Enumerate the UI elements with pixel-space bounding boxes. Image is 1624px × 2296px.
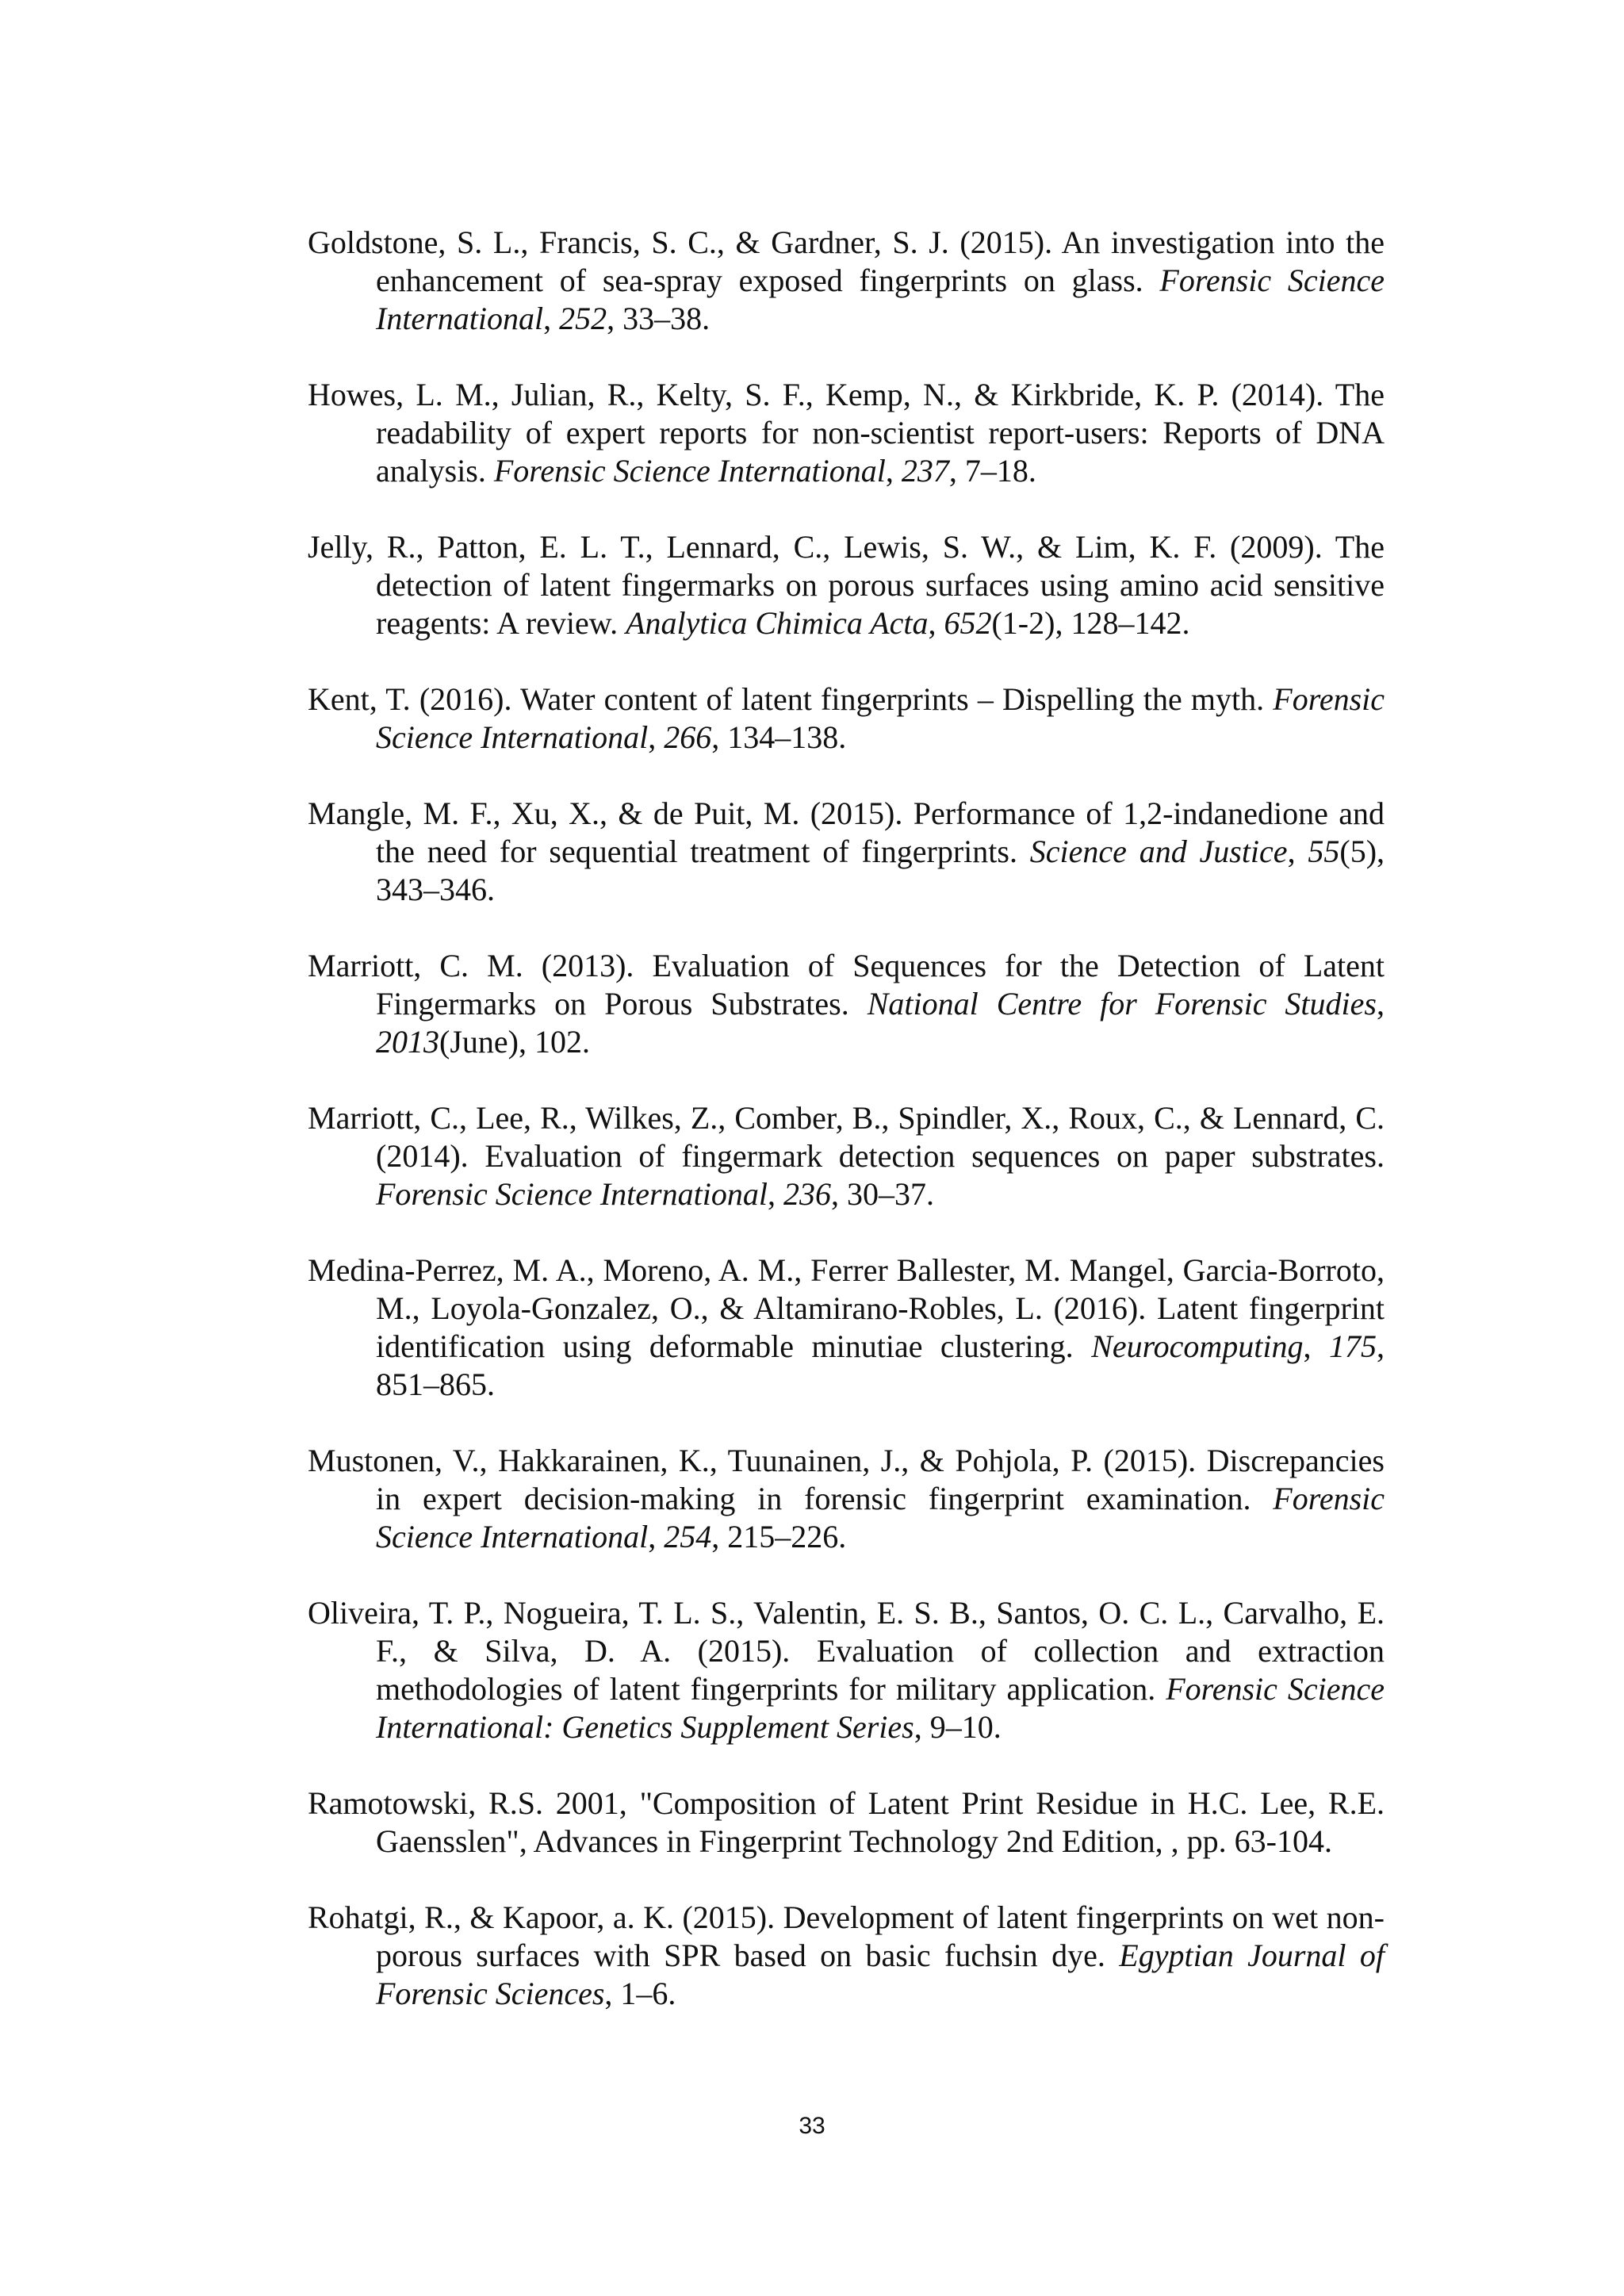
reference-italic-text: 252 [559,301,607,336]
reference-italic-text: Egyptian Journal of Forensic Sciences [376,1938,1385,2011]
reference-text: , 134–138. [711,719,847,755]
reference-text: , [543,301,560,336]
reference-list [308,224,1385,2051]
reference-text: , [885,453,902,489]
reference-text: , 30–37. [830,1176,934,1212]
reference-italic-text: 175 [1329,1328,1377,1364]
reference-text: , [928,605,944,641]
reference-italic-text: Neurocomputing [1091,1328,1304,1364]
reference-text: , 9–10. [914,1709,1002,1745]
reference-italic-text: 652 [944,605,992,641]
page-number: 33 [799,2113,825,2139]
reference-entry [308,376,1385,490]
reference-italic-text: Forensic Science International [376,1176,768,1212]
reference-entry [308,528,1385,642]
reference-italic-text: 266 [664,719,712,755]
reference-italic-text: Forensic Science International [376,681,1385,755]
reference-italic-text: Science and Justice [1029,834,1288,869]
reference-text: (1-2), 128–142. [991,605,1190,641]
reference-entry [308,1594,1385,1746]
reference-text: Mustonen, V., Hakkarainen, K., Tuunainen, J., & Pohjola, P. (2015). Discrepancies in expert decision-making in forensic fingerprint examination. [308,1443,1385,1516]
reference-text: Oliveira, T. P., Nogueira, T. L. S., Valentin, E. S. B., Santos, O. C. L., Carvalho, E. F., & Silva, D. A. (2015). Evaluation of collection and extraction methodologies of latent fingerprints for military application. [308,1595,1385,1707]
reference-text: Kent, T. (2016). Water content of latent fingerprints – Dispelling the myth. [308,681,1274,717]
reference-entry [308,1784,1385,1861]
reference-text: Rohatgi, R., & Kapoor, a. K. (2015). Development of latent fingerprints on wet non-porous surfaces with SPR based on basic fuchsin dye. [308,1899,1385,1973]
reference-text: , [1287,834,1308,869]
reference-entry [308,795,1385,909]
reference-text: Mangle, M. F., Xu, X., & de Puit, M. (2015). Performance of 1,2-indanedione and the need for sequential treatment of fingerprints. [308,795,1385,869]
reference-italic-text: 55 [1308,834,1340,869]
reference-italic-text: Forensic Science International [376,1481,1385,1554]
reference-text: , [648,1519,665,1554]
reference-entry [308,1442,1385,1556]
reference-entry [308,1099,1385,1213]
reference-text: Howes, L. M., Julian, R., Kelty, S. F., Kemp, N., & Kirkbride, K. P. (2014). The readability of expert reports for non-scientist report-users: Reports of DNA analysis. [308,377,1385,489]
reference-text: Medina-Perrez, M. A., Moreno, A. M., Ferrer Ballester, M. Mangel, Garcia-Borroto, M., Loyola-Gonzalez, O., & Altamirano-Robles, L. (2016). Latent fingerprint identification using deformable minutiae clustering. [308,1252,1385,1364]
reference-text: , [1303,1328,1330,1364]
reference-entry [308,224,1385,338]
reference-italic-text: 237 [901,453,949,489]
reference-text: , [648,719,665,755]
reference-entry [308,680,1385,757]
reference-italic-text: Forensic Science International [493,453,886,489]
reference-italic-text: Analytica Chimica Acta [626,605,929,641]
reference-text: Goldstone, S. L., Francis, S. C., & Gardner, S. J. (2015). An investigation into the enhancement of sea-spray exposed fingerprints on glass. [308,224,1385,298]
reference-text: , 33–38. [607,301,710,336]
reference-entry [308,1899,1385,2013]
reference-text: Jelly, R., Patton, E. L. T., Lennard, C., Lewis, S. W., & Lim, K. F. (2009). The detection of latent fingermarks on porous surfaces using amino acid sensitive reagents: A review. [308,529,1385,641]
reference-italic-text: 2013 [376,1024,439,1060]
reference-italic-text: 254 [664,1519,712,1554]
reference-text: (June), 102. [439,1024,590,1060]
reference-text: , 7–18. [948,453,1036,489]
reference-text: , 1–6. [604,1976,676,2011]
reference-text: , [1376,986,1385,1022]
reference-text: Marriott, C. M. (2013). Evaluation of Sequences for the Detection of Latent Fingermarks on Porous Substrates. [308,948,1385,1022]
reference-text: Ramotowski, R.S. 2001, "Composition of Latent Print Residue in H.C. Lee, R.E. Gaensslen", Advances in Fingerprint Technology 2nd Edition, , pp. 63-104. [308,1785,1385,1859]
reference-text: , [767,1176,783,1212]
reference-entry [308,947,1385,1061]
reference-italic-text: Forensic Science International [376,263,1385,336]
reference-italic-text: National Centre for Forensic Studies [867,986,1377,1022]
reference-entry [308,1251,1385,1404]
reference-text: , 851–865. [376,1328,1385,1402]
reference-italic-text: Forensic Science International: Genetics Supplement Series [376,1671,1385,1745]
reference-text: (5), 343–346. [376,834,1385,907]
reference-text: , 215–226. [711,1519,847,1554]
reference-italic-text: 236 [783,1176,831,1212]
reference-text: Marriott, C., Lee, R., Wilkes, Z., Comber, B., Spindler, X., Roux, C., & Lennard, C. (2014). Evaluation of fingermark detection sequences on paper substrates. [308,1100,1385,1174]
